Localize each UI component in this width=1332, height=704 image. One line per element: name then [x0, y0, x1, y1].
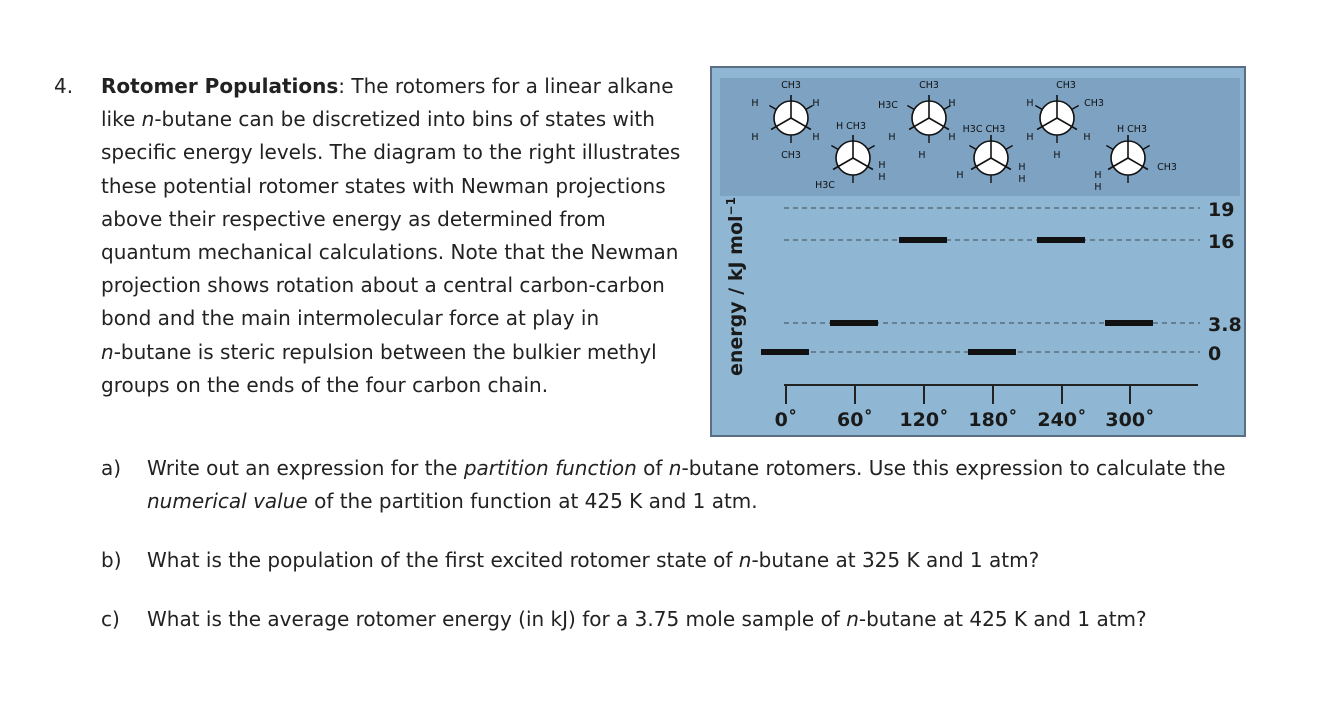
- part-text-segment: of: [636, 456, 669, 480]
- newman-atom-label: H: [956, 170, 964, 181]
- intro-line: [101, 170, 713, 203]
- intro-text: quantum mechanical calculations. Note that the Newman: [101, 240, 679, 265]
- newman-atom-label: H CH3: [1117, 124, 1147, 135]
- newman-atom-label: H: [1018, 162, 1026, 173]
- question-parts: [101, 452, 1261, 636]
- intro-text: above their respective energy as determined from: [101, 206, 606, 231]
- energy-bar: [1037, 237, 1085, 243]
- level-label: 0: [1208, 343, 1222, 365]
- intro-text: n: [141, 107, 155, 132]
- intro-line: [101, 70, 713, 103]
- newman-atom-label: H: [812, 98, 820, 109]
- newman-atom-label: H3C: [878, 100, 898, 111]
- level-label: 3.8: [1208, 314, 1242, 336]
- part-text-segment: n: [738, 548, 752, 572]
- question-title: Rotomer Populations: [101, 74, 339, 98]
- diagram-svg: [712, 68, 1246, 437]
- intro-line: [101, 369, 713, 402]
- part-label: a): [101, 456, 122, 480]
- newman-atom-label: H: [1018, 174, 1026, 185]
- intro-text: -butane can be discretized into bins of states with: [154, 107, 655, 132]
- newman-atom-label: H: [888, 132, 896, 143]
- part-text-segment: -butane at 325 K and 1 atm?: [751, 548, 1040, 572]
- newman-atom-label: H: [1094, 182, 1102, 193]
- part-text-segment: -butane at 425 K and 1 atm?: [858, 607, 1147, 631]
- newman-atom-label: CH3: [1157, 162, 1177, 173]
- level-label: 16: [1208, 231, 1235, 253]
- part-label: b): [101, 548, 122, 572]
- intro-line: [101, 269, 713, 302]
- x-tick-label: 240˚: [1037, 409, 1087, 431]
- energy-bar: [761, 349, 809, 355]
- energy-bar: [899, 237, 947, 243]
- newman-atom-label: H: [1026, 98, 1034, 109]
- intro-text: bond and the main intermolecular force at play in: [101, 306, 600, 331]
- newman-atom-label: H: [918, 150, 926, 161]
- part-text-segment: What is the population of the first excited rotomer state of: [147, 548, 739, 572]
- intro-line: [101, 136, 713, 169]
- part-text: [147, 607, 1147, 631]
- part-text-segment: numerical value: [147, 489, 308, 513]
- intro-text: projection shows rotation about a central carbon-carbon: [101, 273, 665, 298]
- x-tick-label: 180˚: [968, 409, 1018, 431]
- intro-text: specific energy levels. The diagram to the right illustrates: [101, 140, 681, 165]
- part-text-segment: Write out an expression for the: [147, 456, 464, 480]
- intro-text: these potential rotomer states with Newman projections: [101, 173, 666, 198]
- rotomer-energy-diagram: [710, 66, 1246, 437]
- part-label: c): [101, 607, 120, 631]
- newman-atom-label: H: [751, 98, 759, 109]
- y-axis-label: energy / kJ mol$^{-1}$: [724, 197, 747, 376]
- part-text-segment: of the partition function at 425 K and 1 atm.: [307, 489, 758, 513]
- part-b: [101, 544, 1261, 577]
- newman-atom-label: CH3: [919, 80, 939, 91]
- energy-bar: [1105, 320, 1153, 326]
- y-axis-label-superscript: −1: [724, 197, 738, 216]
- intro-line: [101, 302, 713, 335]
- intro-text: groups on the ends of the four carbon chain.: [101, 372, 549, 397]
- x-tick-label: 300˚: [1105, 409, 1155, 431]
- energy-bar: [968, 349, 1016, 355]
- level-label: 19: [1208, 199, 1235, 221]
- newman-atom-label: H: [1026, 132, 1034, 143]
- part-text: [147, 548, 1039, 572]
- intro-text: -butane is steric repulsion between the bulkier methyl: [113, 339, 657, 364]
- newman-atom-label: H: [948, 132, 956, 143]
- x-tick-label: 0˚: [774, 409, 798, 431]
- newman-atom-label: H: [1083, 132, 1091, 143]
- newman-atom-label: CH3: [781, 80, 801, 91]
- newman-atom-label: H: [878, 172, 886, 183]
- x-tick-label: 60˚: [837, 409, 873, 431]
- newman-atom-label: H3C CH3: [962, 124, 1006, 135]
- newman-atom-label: H: [812, 132, 820, 143]
- part-text-segment: -butane rotomers. Use this expression to calculate the: [681, 456, 1226, 480]
- newman-atom-label: H: [948, 98, 956, 109]
- question-intro: [101, 70, 713, 402]
- newman-atom-label: H: [751, 132, 759, 143]
- part-text-segment: n: [846, 607, 859, 631]
- intro-line: [101, 336, 713, 369]
- part-text-segment: What is the average rotomer energy (in kJ) for a 3.75 mole sample of: [147, 607, 847, 631]
- part-a: [101, 452, 1261, 518]
- intro-line: [101, 236, 713, 269]
- intro-text: like: [101, 107, 142, 132]
- newman-atom-label: H: [1094, 170, 1102, 181]
- newman-atom-label: CH3: [1056, 80, 1076, 91]
- x-tick-label: 120˚: [899, 409, 949, 431]
- intro-text: : The rotomers for a linear alkane: [338, 74, 674, 98]
- question-number: 4.: [54, 74, 74, 98]
- energy-bar: [830, 320, 878, 326]
- newman-atom-label: CH3: [781, 150, 801, 161]
- newman-atom-label: CH3: [1084, 98, 1104, 109]
- newman-band: [720, 78, 1240, 196]
- part-text-segment: partition function: [463, 456, 637, 480]
- newman-atom-label: H3C: [815, 180, 835, 191]
- newman-atom-label: H CH3: [836, 121, 866, 132]
- part-c: [101, 603, 1261, 636]
- newman-atom-label: H: [878, 160, 886, 171]
- part-text-segment: n: [668, 456, 682, 480]
- newman-atom-label: H: [1053, 150, 1061, 161]
- intro-text: n: [101, 339, 114, 364]
- intro-line: [101, 103, 713, 136]
- part-text: [147, 456, 1226, 513]
- intro-line: [101, 203, 713, 236]
